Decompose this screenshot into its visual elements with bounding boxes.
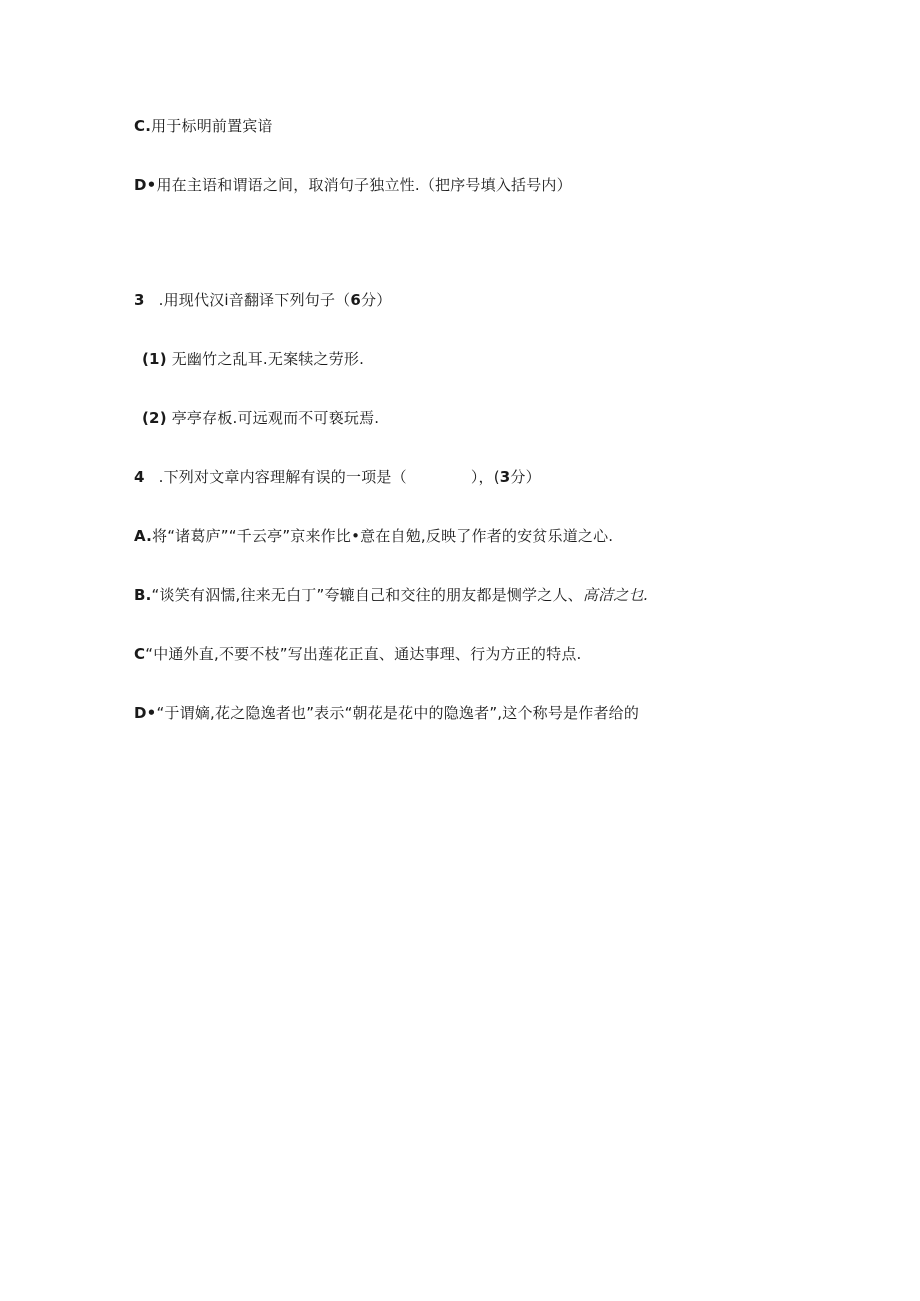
option-c bbox=[134, 116, 273, 136]
question-3-item-2 bbox=[142, 408, 379, 428]
option-c2-label: C bbox=[134, 645, 146, 663]
option-c-label: C. bbox=[134, 117, 152, 135]
option-a-text: 将“诸葛庐”“千云亭”京来作比•意在自勉,反映了作者的安贫乐道之心. bbox=[152, 527, 614, 545]
question-4-score-suffix: 分） bbox=[510, 468, 541, 486]
option-b-label: B. bbox=[134, 586, 152, 604]
question-3-item-1-label: (1) bbox=[142, 350, 167, 368]
question-3-number: 3 bbox=[134, 291, 145, 309]
question-4-option-b bbox=[134, 585, 649, 605]
option-c-text: 用于标明前置宾谙 bbox=[151, 117, 273, 135]
question-4-option-d bbox=[134, 703, 639, 723]
option-d2-label: D• bbox=[134, 704, 157, 722]
option-d bbox=[134, 175, 572, 195]
question-3-item-1 bbox=[142, 349, 364, 369]
question-4 bbox=[134, 467, 541, 487]
option-c2-text: “中通外直,不要不枝”写出莲花正直、通达事理、行为方正的特点. bbox=[145, 645, 582, 663]
question-3-item-1-text: 无幽竹之乱耳.无案犊之劳形. bbox=[171, 350, 365, 368]
option-d-label: D• bbox=[134, 176, 157, 194]
question-4-score: 3 bbox=[499, 468, 511, 486]
question-4-option-c bbox=[134, 644, 582, 664]
option-b-italic-text: 高洁之乜. bbox=[582, 586, 649, 604]
question-3-item-2-label: (2) bbox=[142, 409, 167, 427]
question-3-score: 6 bbox=[350, 291, 362, 309]
question-4-close: ），( bbox=[470, 468, 500, 486]
question-3-score-suffix: 分） bbox=[361, 291, 392, 309]
question-3 bbox=[134, 290, 391, 310]
option-a-label: A. bbox=[134, 527, 152, 545]
option-d2-text: “于谓嫡,花之隐逸者也”表示“朝花是花中的隐逸者”,这个称号是作者给的 bbox=[156, 704, 640, 722]
question-4-option-a bbox=[134, 526, 613, 546]
question-3-item-2-text: 亭亭存板.可远观而不可亵玩焉. bbox=[171, 409, 380, 427]
question-3-text: .用现代汉i音翻译下列句子（ bbox=[158, 291, 351, 309]
option-d-text: 用在主语和谓语之间，取消句子独立性.（把序号填入括号内） bbox=[156, 176, 572, 194]
option-b-text: “谈笑有泅懦,往来无白丁”夸辘自己和交往的朋友都是恻学之人、 bbox=[151, 586, 583, 604]
question-4-number: 4 bbox=[134, 468, 145, 486]
question-4-text: .下列对文章内容理解有误的一项是（ bbox=[158, 468, 407, 486]
